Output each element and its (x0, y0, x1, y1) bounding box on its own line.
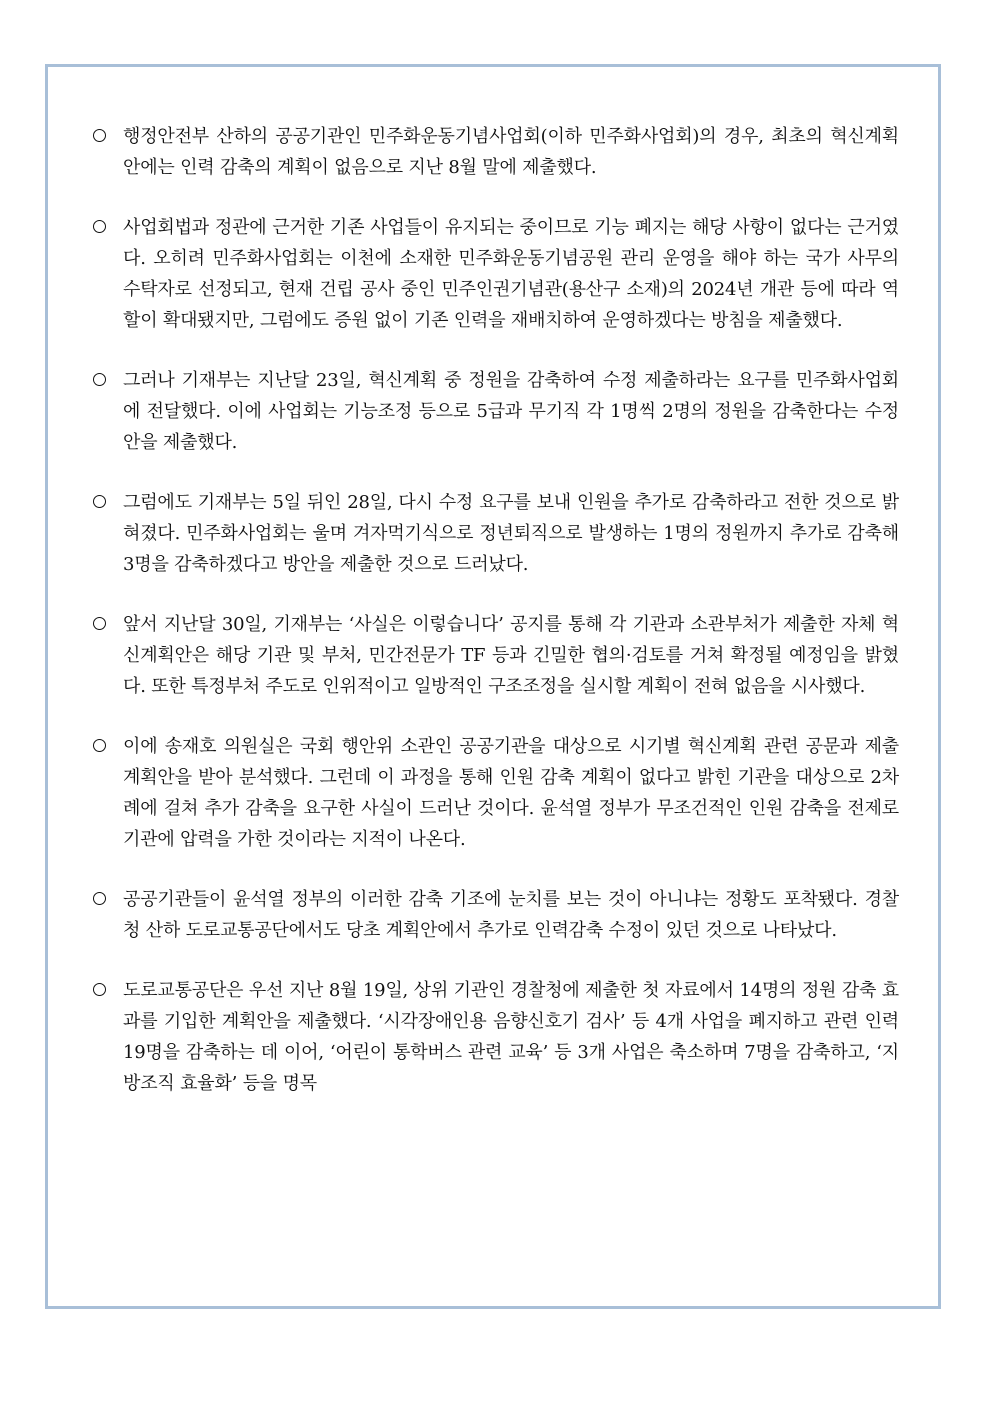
circle-bullet-icon (93, 373, 106, 386)
document-body (93, 121, 899, 1128)
paragraph-4 (93, 487, 899, 580)
paragraph-6 (93, 731, 899, 855)
circle-bullet-icon (93, 617, 106, 630)
paragraph-1 (93, 121, 899, 183)
paragraph-text: 도로교통공단은 우선 지난 8월 19일, 상위 기관인 경찰청에 제출한 첫 자료에서 14명의 정원 감축 효과를 기입한 계획안을 제출했다. ‘시각장애인용 음향신호기 검사’ 등 4개 사업을 폐지하고 관련 인력 19명을 감축하는 데 이어, ‘어린이 통학버스 관련 교육’ 등 3개 사업은 축소하며 7명을 감축하고, ‘지방조직 효율화’ 등을 명목 (123, 980, 899, 1094)
paragraph-text: 그럼에도 기재부는 5일 뒤인 28일, 다시 수정 요구를 보내 인원을 추가로 감축하라고 전한 것으로 밝혀졌다. 민주화사업회는 울며 겨자먹기식으로 정년퇴직으로 발생하는 1명의 정원까지 추가로 감축해 3명을 감축하겠다고 방안을 제출한 것으로 드러났다. (123, 492, 899, 575)
circle-bullet-icon (93, 983, 106, 996)
paragraph-text: 앞서 지난달 30일, 기재부는 ‘사실은 이렇습니다’ 공지를 통해 각 기관과 소관부처가 제출한 자체 혁신계획안은 해당 기관 및 부처, 민간전문가 TF 등과 긴밀한 협의·검토를 거쳐 확정될 예정임을 밝혔다. 또한 특정부처 주도로 인위적이고 일방적인 구조조정을 실시할 계획이 전혀 없음을 시사했다. (123, 614, 899, 697)
paragraph-text: 이에 송재호 의원실은 국회 행안위 소관인 공공기관을 대상으로 시기별 혁신계획 관련 공문과 제출 계획안을 받아 분석했다. 그런데 이 과정을 통해 인원 감축 계획이 없다고 밝힌 기관을 대상으로 2차례에 걸쳐 추가 감축을 요구한 사실이 드러난 것이다. 윤석열 정부가 무조건적인 인원 감축을 전제로 기관에 압력을 가한 것이라는 지적이 나온다. (123, 736, 899, 850)
paragraph-7 (93, 884, 899, 946)
paragraph-2 (93, 212, 899, 336)
circle-bullet-icon (93, 129, 106, 142)
paragraph-5 (93, 609, 899, 702)
paragraph-3 (93, 365, 899, 458)
circle-bullet-icon (93, 220, 106, 233)
paragraph-text: 그러나 기재부는 지난달 23일, 혁신계획 중 정원을 감축하여 수정 제출하라는 요구를 민주화사업회에 전달했다. 이에 사업회는 기능조정 등으로 5급과 무기직 각 1명씩 2명의 정원을 감축한다는 수정안을 제출했다. (123, 370, 899, 453)
circle-bullet-icon (93, 739, 106, 752)
paragraph-text: 공공기관들이 윤석열 정부의 이러한 감축 기조에 눈치를 보는 것이 아니냐는 정황도 포착됐다. 경찰청 산하 도로교통공단에서도 당초 계획안에서 추가로 인력감축 수정이 있던 것으로 나타났다. (123, 889, 899, 941)
circle-bullet-icon (93, 892, 106, 905)
paragraph-text: 사업회법과 정관에 근거한 기존 사업들이 유지되는 중이므로 기능 폐지는 해당 사항이 없다는 근거였다. 오히려 민주화사업회는 이천에 소재한 민주화운동기념공원 관리 운영을 해야 하는 국가 사무의 수탁자로 선정되고, 현재 건립 공사 중인 민주인권기념관(용산구 소재)의 2024년 개관 등에 따라 역할이 확대됐지만, 그럼에도 증원 없이 기존 인력을 재배치하여 운영하겠다는 방침을 제출했다. (123, 217, 899, 331)
circle-bullet-icon (93, 495, 106, 508)
paragraph-text: 행정안전부 산하의 공공기관인 민주화운동기념사업회(이하 민주화사업회)의 경우, 최초의 혁신계획안에는 인력 감축의 계획이 없음으로 지난 8월 말에 제출했다. (123, 126, 899, 178)
paragraph-8 (93, 975, 899, 1099)
